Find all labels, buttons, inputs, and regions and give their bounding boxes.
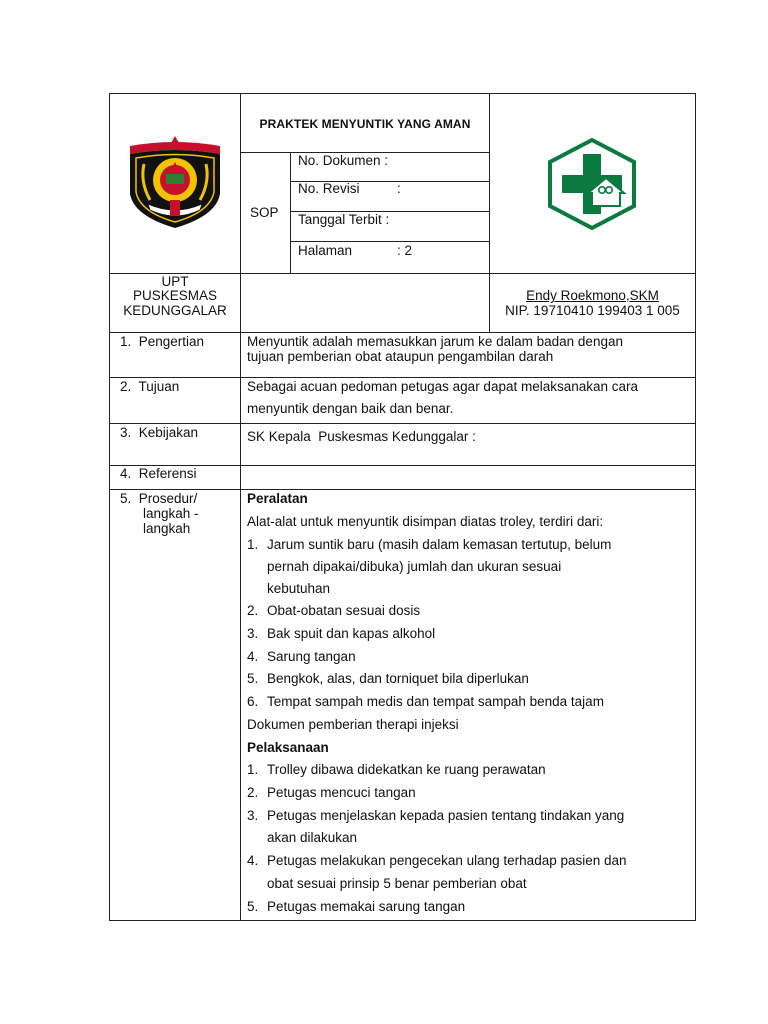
- table-border-right: [695, 93, 696, 921]
- puskesmas-emblem-icon: [546, 138, 638, 230]
- org-line-3: KEDUNGGALAR: [123, 303, 227, 318]
- table-border-bottom: [109, 920, 696, 921]
- peralatan-heading: Peralatan: [247, 491, 308, 506]
- table-border-left: [109, 93, 110, 921]
- row-label-referensi: 4. Referensi: [120, 466, 197, 481]
- document-title: PRAKTEK MENYUNTIK YANG AMAN: [259, 117, 471, 131]
- field-no-revisi-colon: :: [397, 181, 401, 196]
- regional-coat-of-arms-icon: [126, 134, 224, 230]
- pelaksanaan-heading: Pelaksanaan: [247, 740, 329, 755]
- tujuan-line-1: Sebagai acuan pedoman petugas agar dapat melaksanakan cara: [247, 379, 639, 394]
- row-label-kebijakan: 3. Kebijakan: [120, 425, 199, 440]
- field-line-3: [290, 241, 490, 242]
- alat-6-num: 6.: [247, 694, 259, 709]
- langkah-5-num: 5.: [247, 899, 259, 914]
- langkah-3-num: 3.: [247, 808, 259, 823]
- alat-5-line-1: Bengkok, alas, dan torniquet bila diperlukan: [267, 671, 529, 686]
- langkah-4-line-1: Petugas melakukan pengecekan ulang terhadap pasien dan: [267, 853, 627, 868]
- field-halaman-label: Halaman: [298, 243, 353, 258]
- field-no-dokumen: No. Dokumen :: [298, 153, 389, 168]
- alat-1-num: 1.: [247, 537, 259, 552]
- langkah-1-line-1: Trolley dibawa didekatkan ke ruang perawatan: [267, 762, 546, 777]
- field-halaman-value: : 2: [397, 243, 413, 258]
- table-border-top: [109, 93, 696, 94]
- field-tanggal-terbit: Tanggal Terbit :: [298, 212, 390, 227]
- alat-6-line-1: Tempat sampah medis dan tempat sampah benda tajam: [267, 694, 604, 709]
- field-no-revisi-label: No. Revisi: [298, 181, 360, 196]
- alat-4-line-1: Sarung tangan: [267, 649, 356, 664]
- row-label-tujuan: 2. Tujuan: [120, 379, 180, 394]
- sop-label: SOP: [250, 205, 279, 220]
- peralatan-intro: Alat-alat untuk menyuntik disimpan diatas troley, terdiri dari:: [247, 514, 604, 529]
- signer-nip: NIP. 19710410 199403 1 005: [505, 303, 680, 318]
- langkah-2-num: 2.: [247, 785, 259, 800]
- alat-5-num: 5.: [247, 671, 259, 686]
- alat-3-line-1: Bak spuit dan kapas alkohol: [267, 626, 436, 641]
- signer-name: Endy Roekmono,SKM: [526, 288, 659, 303]
- row-line-referensi: [109, 489, 696, 490]
- langkah-1-num: 1.: [247, 762, 259, 777]
- alat-1-line-3: kebutuhan: [267, 581, 331, 596]
- tujuan-line-2: menyuntik dengan baik dan benar.: [247, 401, 454, 416]
- row-label-prosedur-1: 5. Prosedur/: [120, 491, 198, 506]
- sop-divider: [290, 152, 291, 273]
- column-divider: [240, 93, 241, 921]
- org-line-1: UPT: [161, 274, 189, 289]
- row-label-prosedur-2: langkah -: [143, 506, 199, 521]
- alat-2-num: 2.: [247, 603, 259, 618]
- alat-2-line-1: Obat-obatan sesuai dosis: [267, 603, 421, 618]
- row-label-prosedur-3: langkah: [143, 521, 191, 536]
- langkah-4-line-2: obat sesuai prinsip 5 benar pemberian obat: [267, 876, 527, 891]
- pengertian-line-2: tujuan pemberian obat ataupun pengambilan darah: [247, 349, 554, 364]
- alat-3-num: 3.: [247, 626, 259, 641]
- langkah-5-line-1: Petugas memakai sarung tangan: [267, 899, 466, 914]
- kebijakan-text: SK Kepala Puskesmas Kedunggalar :: [247, 429, 476, 444]
- row-line-kebijakan: [109, 465, 696, 466]
- pengertian-line-1: Menyuntik adalah memasukkan jarum ke dalam badan dengan: [247, 334, 623, 349]
- row-line-org: [109, 332, 696, 333]
- dokumen-line: Dokumen pemberian therapi injeksi: [247, 717, 459, 732]
- alat-1-line-1: Jarum suntik baru (masih dalam kemasan tertutup, belum: [267, 537, 612, 552]
- row-line-pengertian: [109, 377, 696, 378]
- org-line-2: PUSKESMAS: [132, 288, 218, 303]
- langkah-3-line-1: Petugas menjelaskan kepada pasien tentang tindakan yang: [267, 808, 625, 823]
- langkah-3-line-2: akan dilakukan: [267, 830, 358, 845]
- alat-1-line-2: pernah dipakai/dibuka) jumlah dan ukuran sesuai: [267, 559, 562, 574]
- langkah-2-line-1: Petugas mencuci tangan: [267, 785, 416, 800]
- langkah-4-num: 4.: [247, 853, 259, 868]
- alat-4-num: 4.: [247, 649, 259, 664]
- row-label-pengertian: 1. Pengertian: [120, 334, 205, 349]
- row-line-tujuan: [109, 423, 696, 424]
